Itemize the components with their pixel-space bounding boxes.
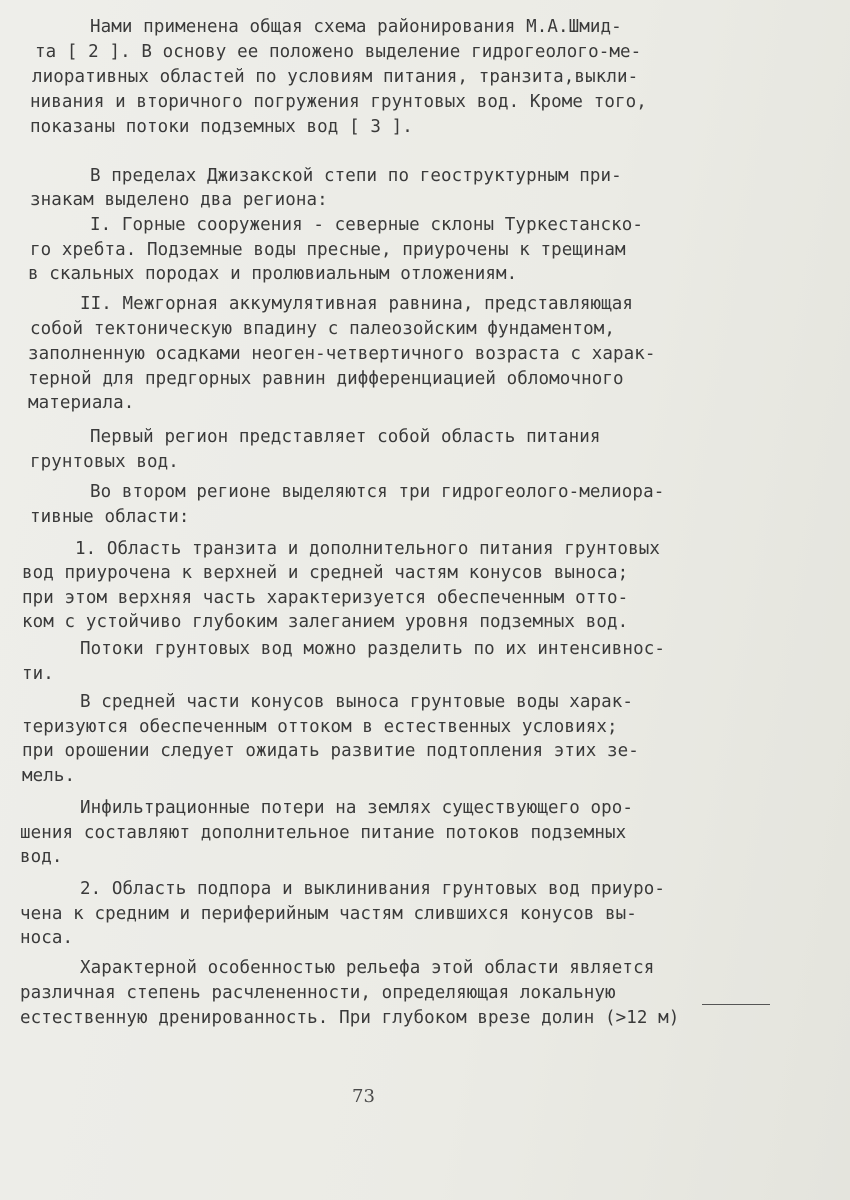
- text-line: I. Горные сооружения - северные склоны Туркестанско-: [90, 215, 644, 235]
- text-line: различная степень расчлененности, определяющая локальную: [20, 983, 616, 1003]
- text-line: 2. Область подпора и выклинивания грунтовых вод приуро-: [80, 879, 665, 899]
- text-line: II. Межгорная аккумулятивная равнина, представляющая: [80, 294, 634, 314]
- text-line: тивные области:: [30, 507, 190, 527]
- text-line: нивания и вторичного погружения грунтовых вод. Кроме того,: [30, 92, 647, 112]
- text-line: мель.: [22, 766, 76, 786]
- text-line: носа.: [20, 928, 74, 948]
- page-number: 73: [352, 1086, 375, 1107]
- text-line: в скальных породах и пролювиальным отложениям.: [28, 264, 518, 284]
- text-line: Характерной особенностью рельефа этой области является: [80, 958, 655, 978]
- text-line: вод приурочена к верхней и средней частям конусов выноса;: [22, 563, 629, 583]
- text-line: чена к средним и периферийным частям слившихся конусов вы-: [20, 904, 637, 924]
- text-line: го хребта. Подземные воды пресные, приурочены к трещинам: [30, 240, 626, 260]
- text-line: при этом верхняя часть характеризуется обеспеченным отто-: [22, 588, 629, 608]
- text-line: ком с устойчиво глубоким залеганием уровня подземных вод.: [22, 612, 629, 632]
- text-line: показаны потоки подземных вод [ 3 ].: [30, 117, 413, 137]
- overline-mark: [702, 1004, 770, 1005]
- text-line: при орошении следует ожидать развитие подтопления этих зе-: [22, 741, 639, 761]
- text-line: терной для предгорных равнин дифференциацией обломочного: [28, 369, 624, 389]
- text-line: Потоки грунтовых вод можно разделить по их интенсивнос-: [80, 639, 665, 659]
- text-line: материала.: [28, 393, 135, 413]
- text-line: ти.: [22, 664, 54, 684]
- text-line: В средней части конусов выноса грунтовые воды харак-: [80, 692, 634, 712]
- text-line: В пределах Джизакской степи по геоструктурным при-: [90, 166, 622, 186]
- text-line: Во втором регионе выделяются три гидрогеолого-мелиора-: [90, 482, 665, 502]
- text-line: грунтовых вод.: [30, 452, 179, 472]
- text-line: та [ 2 ]. В основу ее положено выделение гидрогеолого-ме-: [35, 42, 642, 62]
- text-line: знакам выделено два региона:: [30, 190, 328, 210]
- text-line: Нами применена общая схема районирования М.А.Шмид-: [90, 17, 622, 37]
- text-line: лиоративных областей по условиям питания, транзита,выкли-: [32, 67, 639, 87]
- text-line: шения составляют дополнительное питание потоков подземных: [20, 823, 627, 843]
- text-line: Первый регион представляет собой область питания: [90, 427, 601, 447]
- text-line: вод.: [20, 847, 63, 867]
- text-line: заполненную осадками неоген-четвертичного возраста с харак-: [28, 344, 656, 364]
- text-line: Инфильтрационные потери на землях существующего оро-: [80, 798, 634, 818]
- text-line: естественную дренированность. При глубоком врезе долин (>12 м): [20, 1008, 680, 1028]
- text-line: собой тектоническую впадину с палеозойским фундаментом,: [30, 319, 615, 339]
- text-line: 1. Область транзита и дополнительного питания грунтовых: [75, 539, 660, 559]
- text-line: теризуются обеспеченным оттоком в естественных условиях;: [22, 717, 618, 737]
